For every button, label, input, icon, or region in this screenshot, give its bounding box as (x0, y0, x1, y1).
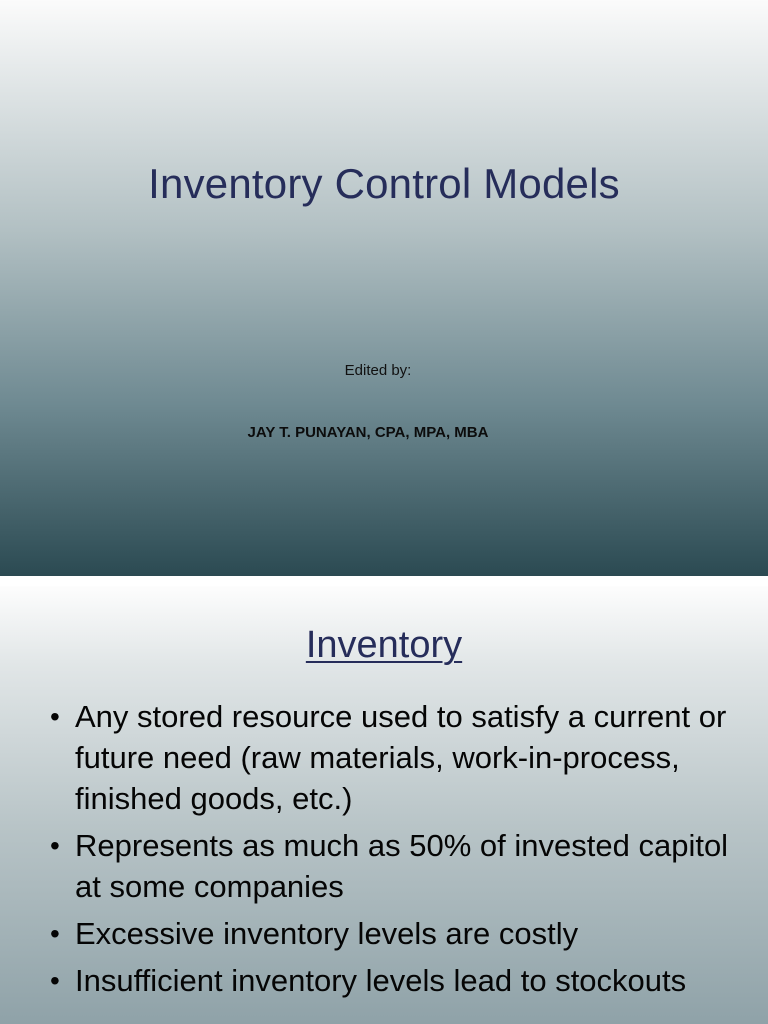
bullet-text: Insufficient inventory levels lead to stockouts (75, 963, 687, 998)
bullet-text: Any stored resource used to satisfy a current or future need (raw materials, work-in-process, finished goods, etc.) (75, 699, 727, 816)
slide-separator (0, 576, 768, 586)
bullet-text: Represents as much as 50% of invested capitol at some companies (75, 828, 729, 904)
bullet-item (50, 825, 750, 907)
bullet-item (50, 913, 750, 954)
edited-by-label: Edited by: (344, 362, 412, 379)
bullet-icon: • (50, 701, 60, 732)
bullet-icon: • (50, 918, 60, 949)
bullet-item (50, 960, 750, 1001)
bullet-text: Excessive inventory levels are costly (75, 916, 579, 951)
bullet-icon: • (50, 965, 60, 996)
author-name: JAY T. PUNAYAN, CPA, MPA, MBA (247, 424, 489, 441)
bullet-icon: • (50, 830, 60, 861)
slide-title: Inventory Control Models (148, 160, 620, 207)
slide-heading: Inventory (305, 624, 463, 666)
bullet-list (50, 696, 750, 1007)
bullet-item (50, 696, 750, 819)
content-slide (0, 586, 768, 1024)
